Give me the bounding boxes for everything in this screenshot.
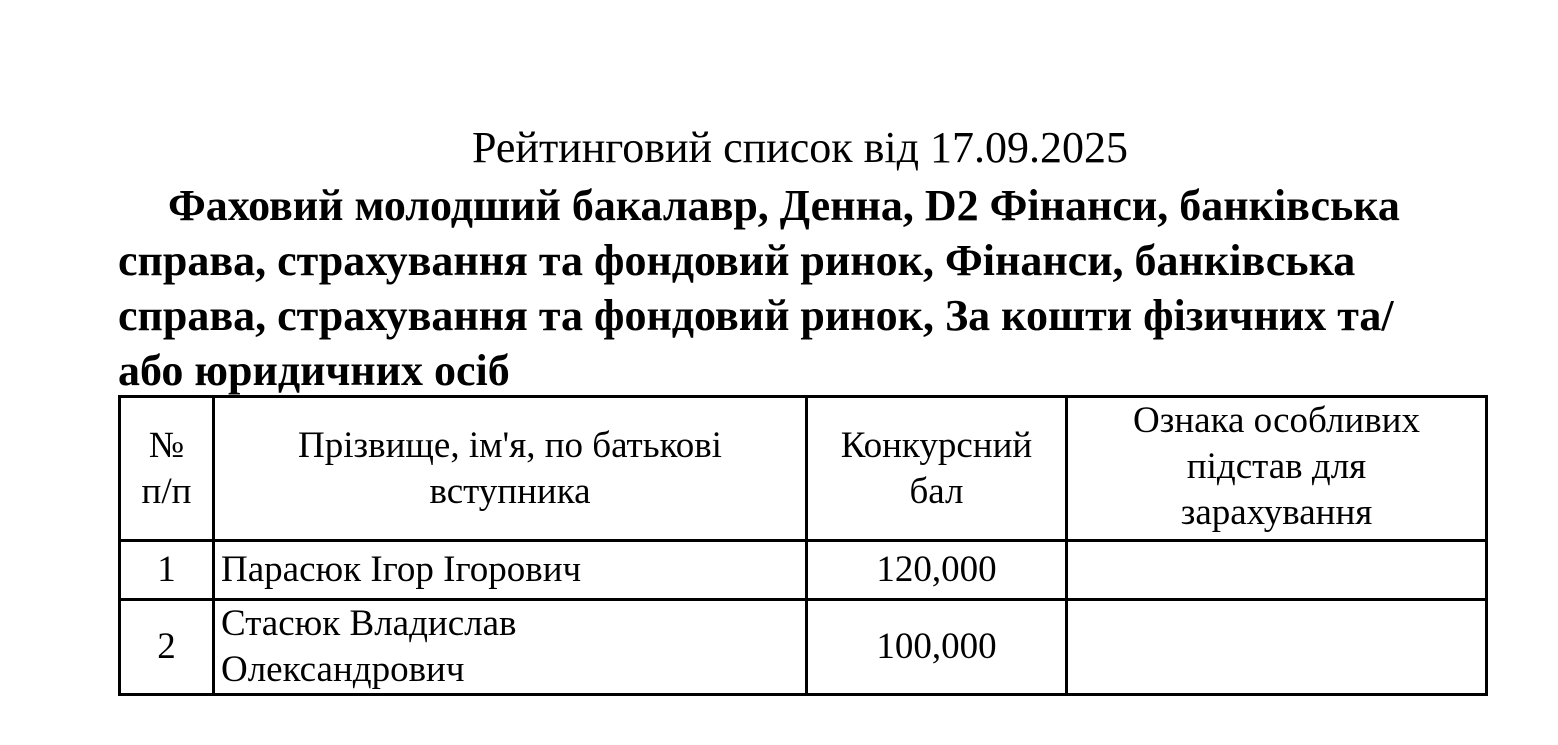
table-row (120, 600, 1487, 695)
header-name: Прізвище, ім'я, по батькові вступника (214, 397, 807, 541)
row-name: Парасюк Ігор Ігорович (214, 541, 807, 600)
header-num: № п/п (120, 397, 214, 541)
table-row (120, 541, 1487, 600)
rating-table (118, 395, 1488, 696)
row-num: 1 (120, 541, 214, 600)
document-subtitle: Фаховий молодший бакалавр, Денна, D2 Фінанси, банківська справа, страхування та фондовий ринок, Фінанси, банківська справа, страхування та фондовий ринок, За кошти фізичних та/або юридичних осіб (118, 181, 1400, 395)
row-grounds (1067, 541, 1487, 600)
row-score: 120,000 (807, 541, 1067, 600)
header-grounds: Ознака особливих підстав для зарахування (1067, 397, 1487, 541)
row-grounds (1067, 600, 1487, 695)
table-header-row (120, 397, 1487, 541)
row-num: 2 (120, 600, 214, 695)
header-score: Конкурсний бал (807, 397, 1067, 541)
row-score: 100,000 (807, 600, 1067, 695)
document-title: Рейтинговий список від 17.09.2025 (471, 123, 1129, 172)
row-name: Стасюк Владислав Олександрович (214, 600, 807, 695)
